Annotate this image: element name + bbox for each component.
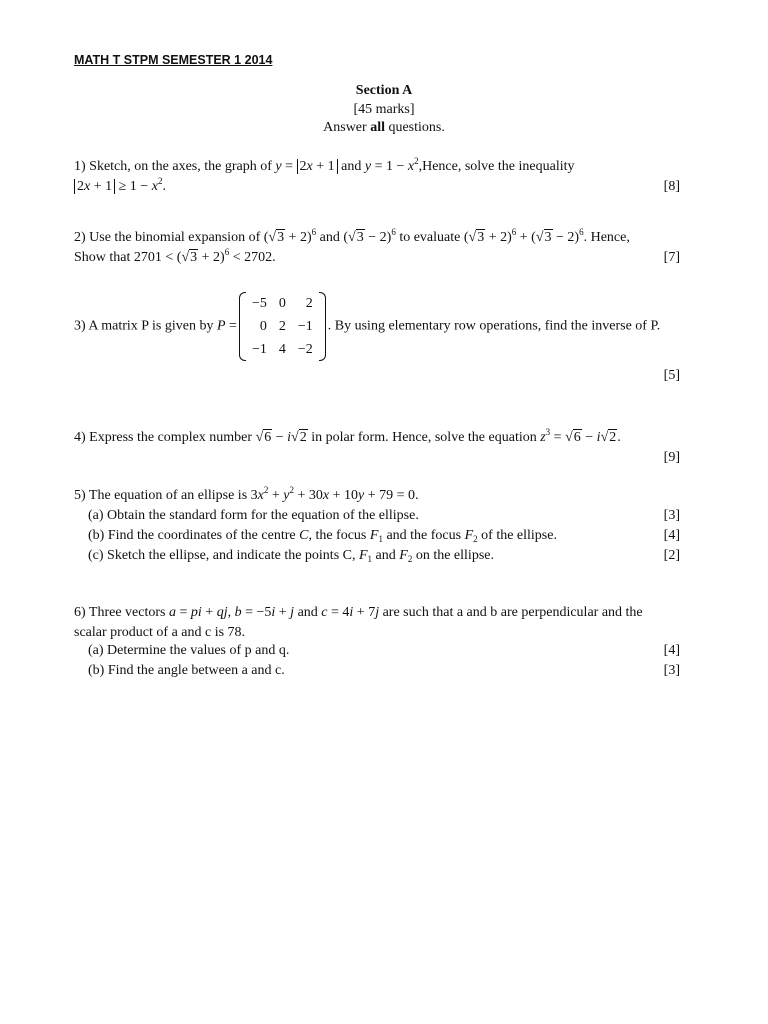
paper-heading: MATH T STPM SEMESTER 1 2014 (74, 53, 273, 67)
question-2: 2) Use the binomial expansion of $(√3 + 2)^6$ and $(√3 - 2)^6$ to evaluate $(√3 + 2)^6 + (√3 - 2)^6$. Hence, Show that $2701 < (√3 + 2)^6 < 2702$. [7] (74, 228, 680, 268)
marks-label: [2] (663, 548, 680, 563)
formula: $z^3 = √6 - i√2$. (540, 427, 621, 445)
formula: a = pi + qj, b = −5i + j (168, 605, 295, 620)
question-6: 6) Three vectors a = pi + qj, b = −5i + j and c = 4i + 7j are such that a and b are perpendicular and the scalar product of a and c is 78. (74, 605, 643, 640)
formula: √6 − i√2 (255, 430, 307, 445)
formula: c = 4i + 7j (321, 605, 380, 620)
question-6-parts (74, 641, 680, 681)
question-5c: (c) Sketch the ellipse, and indicate the points C, $F_1$ and $F_2$ on the ellipse. [2] (88, 548, 680, 564)
marks-label: [9] (663, 450, 680, 465)
marks-label: [4] (663, 528, 680, 543)
question-6a: (a) Determine the values of p and q. [4] (74, 641, 680, 661)
formula: $2x + 1 \ge 1 - x^2$. (74, 179, 166, 194)
section-marks: [45 marks] (353, 102, 415, 117)
formula: $(√3 - 2)^6$ (343, 227, 396, 245)
question-4: 4) Express the complex number √6 − i√2 in polar form. Hence, solve the equation $z^3 = √6 - i√2$. [9] (74, 428, 680, 468)
marks-label: [3] (663, 508, 680, 523)
question-5b: (b) Find the coordinates of the centre C, the focus $F_1$ and the focus $F_2$ of the ellipse. [4] (88, 528, 680, 544)
question-3: 3) A matrix P is given by P = −5 0 2 0 2 −1 −1 4 −2 . By using elementary row operations, find the inverse of P. (74, 292, 714, 361)
formula: $2701 < (√3 + 2)^6 < 2702$. (133, 247, 276, 265)
formula: P = (216, 318, 237, 334)
question-1: 1) Sketch, on the axes, the graph of y = 2x + 1 and $y = 1 - x^2,Hence$, solve the inequality $2x + 1 \ge 1 - x^2$. [8] (74, 157, 680, 197)
marks-label: [7] (663, 250, 680, 265)
section-instruction: Answer all questions. (323, 120, 445, 135)
marks-label: [3] (663, 663, 680, 678)
marks-label: [4] (663, 643, 680, 658)
marks-label: [5] (663, 368, 680, 383)
formula: $(√3 + 2)^6 + (√3 - 2)^6$ (463, 227, 584, 245)
section-title: Section A (355, 83, 413, 98)
formula: $y = 1 - x^2$ (364, 156, 419, 174)
matrix-p: −5 0 2 0 2 −1 −1 4 −2 (239, 292, 326, 361)
marks-label: [8] (663, 179, 680, 194)
formula: $(√3 + 2)^6$ (263, 227, 317, 245)
formula: y = 2x + 1 (275, 159, 337, 174)
formula: $3x^2 + y^2 + 30x + 10y + 79 = 0$. (250, 485, 419, 503)
question-3-marks (74, 366, 680, 386)
question-5: 5) The equation of an ellipse is $3x^2 + y^2 + 30x + 10y + 79 = 0$. (a) Obtain the standard form for the equation of the ellipse. [3] (b) Find the coordinates of the centre C, the focus $F_1$ and the focus $F_2$ of the ellipse. [4] (c) Sketch the ellipse, and indicate the points C, $F_1$ and $F_2$ on the ellipse. [2] (74, 485, 680, 564)
question-5a: (a) Obtain the standard form for the equation of the ellipse. [3] (74, 506, 680, 526)
question-6b: (b) Find the angle between a and c. [3] (74, 661, 680, 681)
